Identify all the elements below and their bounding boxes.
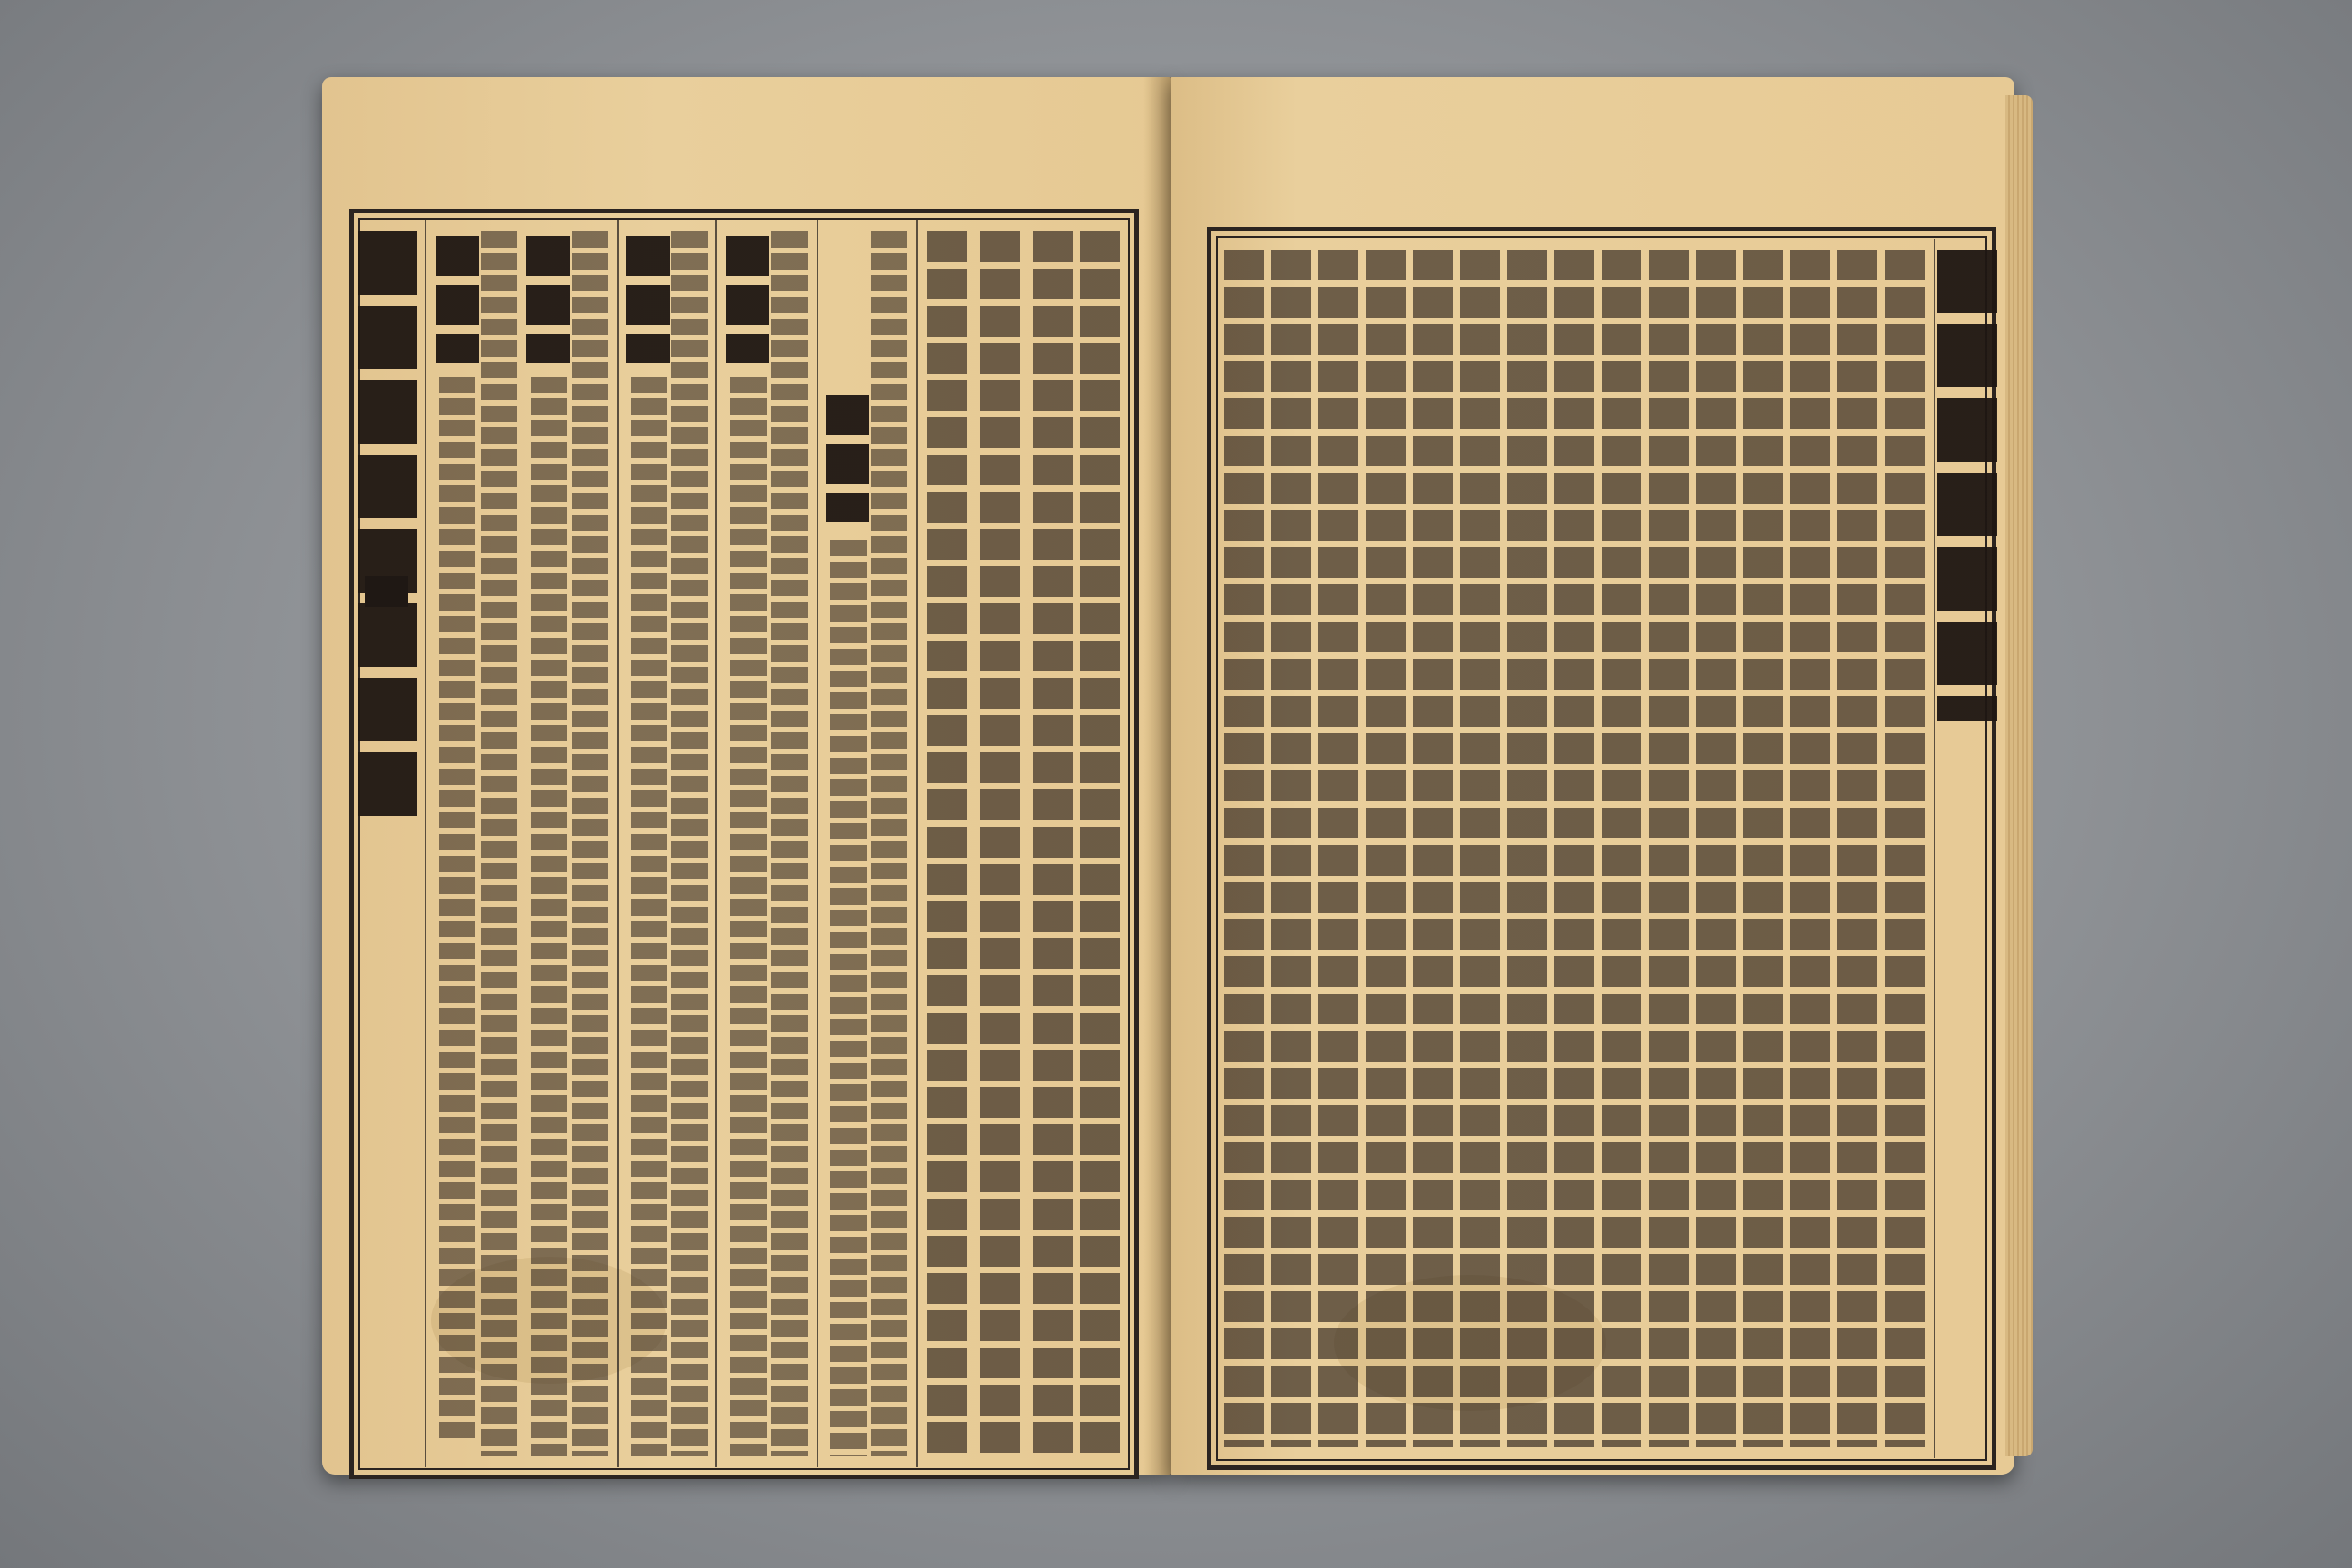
left-page-title-band xyxy=(358,231,417,821)
column-rule xyxy=(916,220,918,1467)
section-heading xyxy=(826,395,869,522)
text-column xyxy=(1366,250,1406,1447)
text-column xyxy=(1554,250,1594,1447)
text-column xyxy=(830,540,867,1456)
text-column xyxy=(1602,250,1642,1447)
column-rule xyxy=(617,220,619,1467)
column-rule xyxy=(715,220,717,1467)
right-page-title-band xyxy=(1937,250,1997,721)
chapter-marker xyxy=(365,576,408,607)
section-heading xyxy=(626,236,670,363)
column-rule xyxy=(817,220,818,1467)
page-edges xyxy=(2005,95,2033,1456)
text-column xyxy=(631,377,667,1456)
section-heading xyxy=(526,236,570,363)
text-column xyxy=(531,377,567,1456)
left-page xyxy=(322,77,1171,1475)
text-column xyxy=(730,377,767,1456)
text-column xyxy=(671,231,708,1456)
open-book xyxy=(322,68,2033,1493)
left-page-frame xyxy=(349,209,1139,1479)
text-column xyxy=(572,231,608,1456)
text-column xyxy=(1224,250,1264,1447)
text-column xyxy=(1271,250,1311,1447)
text-column xyxy=(1696,250,1736,1447)
section-heading xyxy=(726,236,769,363)
text-column xyxy=(1507,250,1547,1447)
text-column xyxy=(1460,250,1500,1447)
text-column xyxy=(1413,250,1453,1447)
text-column xyxy=(1318,250,1358,1447)
text-column xyxy=(871,231,907,1456)
right-page xyxy=(1171,77,2014,1475)
column-rule xyxy=(425,220,426,1467)
column-rule xyxy=(1934,239,1936,1458)
text-column xyxy=(980,231,1020,1456)
text-column xyxy=(1080,231,1120,1456)
text-column xyxy=(927,231,967,1456)
text-column xyxy=(1743,250,1783,1447)
text-column xyxy=(771,231,808,1456)
text-column xyxy=(1790,250,1830,1447)
text-column xyxy=(1885,250,1925,1447)
text-column xyxy=(1033,231,1073,1456)
text-column xyxy=(481,231,517,1456)
text-column xyxy=(1838,250,1877,1447)
text-column xyxy=(1649,250,1689,1447)
text-column xyxy=(439,377,475,1438)
right-page-frame xyxy=(1207,227,1996,1470)
section-heading xyxy=(436,236,479,363)
